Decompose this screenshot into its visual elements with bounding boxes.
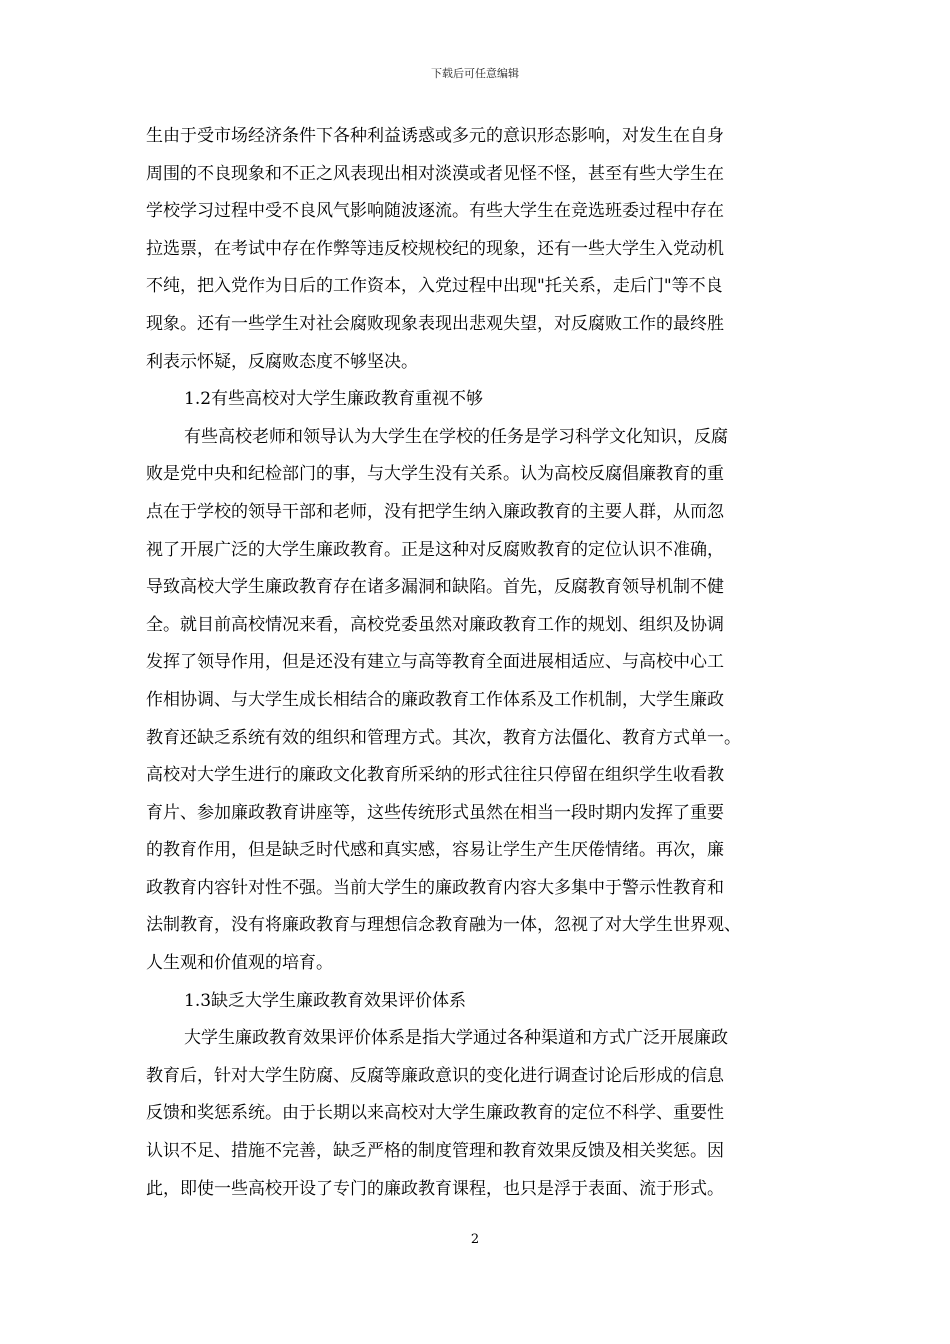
text-line: 全。就目前高校情况来看，高校党委虽然对廉政教育工作的规划、组织及协调 [146, 614, 724, 635]
text-line: 败是党中央和纪检部门的事，与大学生没有关系。认为高校反腐倡廉教育的重 [146, 464, 724, 485]
text-line: 周围的不良现象和不正之风表现出相对淡漠或者见怪不怪，甚至有些大学生在 [146, 163, 724, 184]
text-line: 反馈和奖惩系统。由于长期以来高校对大学生廉政教育的定位不科学、重要性 [146, 1103, 724, 1124]
text-line: 拉选票，在考试中存在作弊等违反校规校纪的现象，还有一些大学生入党动机 [146, 238, 724, 259]
section-heading: 1.3缺乏大学生廉政教育效果评价体系 [184, 990, 467, 1011]
text-line: 导致高校大学生廉政教育存在诸多漏洞和缺陷。首先，反腐教育领导机制不健 [146, 577, 724, 598]
text-line: 发挥了领导作用，但是还没有建立与高等教育全面进展相适应、与高校中心工 [146, 652, 724, 673]
text-line: 育片、参加廉政教育讲座等，这些传统形式虽然在相当一段时期内发挥了重要 [146, 802, 724, 823]
page-number: 2 [470, 1232, 480, 1247]
body-text [146, 118, 826, 1208]
text-line: 作相协调、与大学生成长相结合的廉政教育工作体系及工作机制，大学生廉政 [146, 689, 724, 710]
text-line: 现象。还有一些学生对社会腐败现象表现出悲观失望，对反腐败工作的最终胜 [146, 313, 724, 334]
text-line: 此，即使一些高校开设了专门的廉政教育课程，也只是浮于表面、流于形式。 [146, 1178, 724, 1199]
text-line: 认识不足、措施不完善，缺乏严格的制度管理和教育效果反馈及相关奖惩。因 [146, 1141, 724, 1162]
text-line: 教育后，针对大学生防腐、反腐等廉政意识的变化进行调查讨论后形成的信息 [146, 1065, 724, 1086]
text-line: 教育还缺乏系统有效的组织和管理方式。其次，教育方法僵化、教育方式单一。 [146, 727, 741, 748]
text-line: 生由于受市场经济条件下各种利益诱惑或多元的意识形态影响，对发生在自身 [146, 126, 724, 146]
text-line: 高校对大学生进行的廉政文化教育所采纳的形式往往只停留在组织学生收看教 [146, 765, 724, 786]
text-line: 利表示怀疑，反腐败态度不够坚决。 [146, 351, 418, 372]
text-line: 视了开展广泛的大学生廉政教育。正是这种对反腐败教育的定位认识不准确， [146, 539, 724, 560]
text-line: 有些高校老师和领导认为大学生在学校的任务是学习科学文化知识，反腐 [184, 426, 728, 447]
text-line: 点在于学校的领导干部和老师，没有把学生纳入廉政教育的主要人群，从而忽 [146, 501, 724, 522]
text-line: 的教育作用，但是缺乏时代感和真实感，容易让学生产生厌倦情绪。再次，廉 [146, 840, 724, 861]
text-line: 政教育内容针对性不强。当前大学生的廉政教育内容大多集中于警示性教育和 [146, 877, 724, 898]
page-header: 下载后可任意编辑 [431, 67, 519, 80]
text-line: 法制教育，没有将廉政教育与理想信念教育融为一体，忽视了对大学生世界观、 [146, 915, 741, 936]
section-heading: 1.2有些高校对大学生廉政教育重视不够 [184, 389, 484, 410]
text-line: 人生观和价值观的培育。 [146, 953, 333, 974]
text-line: 大学生廉政教育效果评价体系是指大学通过各种渠道和方式广泛开展廉政 [184, 1028, 728, 1049]
text-line: 不纯，把入党作为日后的工作资本，入党过程中出现"托关系，走后门"等不良 [146, 276, 723, 297]
text-line: 学校学习过程中受不良风气影响随波逐流。有些大学生在竞选班委过程中存在 [146, 201, 724, 222]
